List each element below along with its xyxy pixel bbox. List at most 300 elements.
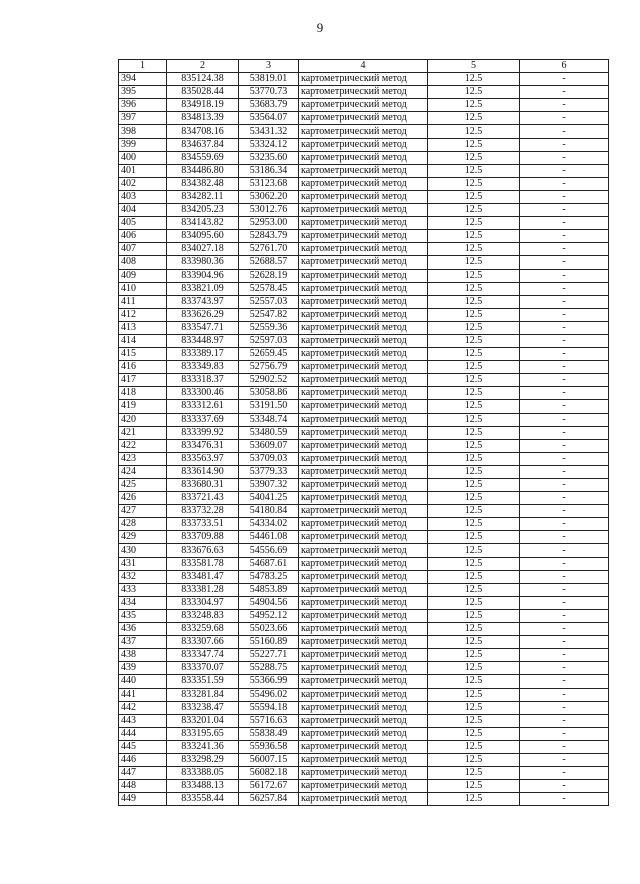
method-cell: картометрический метод: [299, 217, 428, 230]
accuracy-cell: 12.5: [428, 138, 520, 151]
description-cell: -: [520, 544, 609, 557]
accuracy-cell: 12.5: [428, 164, 520, 177]
description-cell: -: [520, 767, 609, 780]
table-row: [119, 714, 609, 727]
x-coordinate-cell: 834027.18: [167, 243, 239, 256]
table-row: [119, 334, 609, 347]
description-cell: -: [520, 334, 609, 347]
y-coordinate-cell: 52597.03: [239, 334, 299, 347]
column-header: 5: [428, 60, 520, 73]
table-row: [119, 308, 609, 321]
method-cell: картометрический метод: [299, 73, 428, 86]
method-cell: картометрический метод: [299, 387, 428, 400]
method-cell: картометрический метод: [299, 465, 428, 478]
x-coordinate-cell: 834918.19: [167, 99, 239, 112]
table-row: [119, 727, 609, 740]
accuracy-cell: 12.5: [428, 308, 520, 321]
method-cell: картометрический метод: [299, 374, 428, 387]
x-coordinate-cell: 833241.36: [167, 740, 239, 753]
point-number-cell: 427: [119, 505, 167, 518]
description-cell: -: [520, 753, 609, 766]
description-cell: -: [520, 793, 609, 806]
table-row: [119, 321, 609, 334]
method-cell: картометрический метод: [299, 492, 428, 505]
accuracy-cell: 12.5: [428, 413, 520, 426]
x-coordinate-cell: 833563.97: [167, 452, 239, 465]
x-coordinate-cell: 833300.46: [167, 387, 239, 400]
table-row: [119, 256, 609, 269]
y-coordinate-cell: 53123.68: [239, 177, 299, 190]
table-row: [119, 544, 609, 557]
y-coordinate-cell: 56172.67: [239, 780, 299, 793]
x-coordinate-cell: 835124.38: [167, 73, 239, 86]
description-cell: -: [520, 243, 609, 256]
accuracy-cell: 12.5: [428, 649, 520, 662]
point-number-cell: 411: [119, 295, 167, 308]
y-coordinate-cell: 55838.49: [239, 727, 299, 740]
x-coordinate-cell: 833980.36: [167, 256, 239, 269]
point-number-cell: 410: [119, 282, 167, 295]
table-row: [119, 204, 609, 217]
column-header: 1: [119, 60, 167, 73]
table-row: [119, 295, 609, 308]
x-coordinate-cell: 833201.04: [167, 714, 239, 727]
method-cell: картометрический метод: [299, 426, 428, 439]
y-coordinate-cell: 53683.79: [239, 99, 299, 112]
method-cell: картометрический метод: [299, 308, 428, 321]
point-number-cell: 433: [119, 583, 167, 596]
description-cell: -: [520, 387, 609, 400]
method-cell: картометрический метод: [299, 230, 428, 243]
method-cell: картометрический метод: [299, 439, 428, 452]
y-coordinate-cell: 54853.89: [239, 583, 299, 596]
accuracy-cell: 12.5: [428, 112, 520, 125]
y-coordinate-cell: 55227.71: [239, 649, 299, 662]
description-cell: -: [520, 138, 609, 151]
point-number-cell: 402: [119, 177, 167, 190]
accuracy-cell: 12.5: [428, 465, 520, 478]
x-coordinate-cell: 834095.60: [167, 230, 239, 243]
accuracy-cell: 12.5: [428, 125, 520, 138]
y-coordinate-cell: 56007.15: [239, 753, 299, 766]
table-row: [119, 518, 609, 531]
point-number-cell: 417: [119, 374, 167, 387]
accuracy-cell: 12.5: [428, 479, 520, 492]
point-number-cell: 394: [119, 73, 167, 86]
y-coordinate-cell: 53062.20: [239, 190, 299, 203]
accuracy-cell: 12.5: [428, 190, 520, 203]
method-cell: картометрический метод: [299, 282, 428, 295]
point-number-cell: 401: [119, 164, 167, 177]
x-coordinate-cell: 833318.37: [167, 374, 239, 387]
point-number-cell: 403: [119, 190, 167, 203]
point-number-cell: 420: [119, 413, 167, 426]
x-coordinate-cell: 833337.69: [167, 413, 239, 426]
y-coordinate-cell: 53012.76: [239, 204, 299, 217]
table-row: [119, 636, 609, 649]
x-coordinate-cell: 833304.97: [167, 596, 239, 609]
table-row: [119, 190, 609, 203]
x-coordinate-cell: 834559.69: [167, 151, 239, 164]
method-cell: картометрический метод: [299, 269, 428, 282]
description-cell: -: [520, 609, 609, 622]
method-cell: картометрический метод: [299, 557, 428, 570]
method-cell: картометрический метод: [299, 780, 428, 793]
accuracy-cell: 12.5: [428, 675, 520, 688]
point-number-cell: 406: [119, 230, 167, 243]
description-cell: -: [520, 177, 609, 190]
accuracy-cell: 12.5: [428, 217, 520, 230]
accuracy-cell: 12.5: [428, 230, 520, 243]
accuracy-cell: 12.5: [428, 452, 520, 465]
y-coordinate-cell: 52557.03: [239, 295, 299, 308]
accuracy-cell: 12.5: [428, 73, 520, 86]
point-number-cell: 437: [119, 636, 167, 649]
description-cell: -: [520, 99, 609, 112]
accuracy-cell: 12.5: [428, 505, 520, 518]
coordinates-table: [118, 59, 609, 806]
point-number-cell: 404: [119, 204, 167, 217]
description-cell: -: [520, 217, 609, 230]
description-cell: -: [520, 256, 609, 269]
accuracy-cell: 12.5: [428, 688, 520, 701]
method-cell: картометрический метод: [299, 321, 428, 334]
method-cell: картометрический метод: [299, 727, 428, 740]
method-cell: картометрический метод: [299, 662, 428, 675]
method-cell: картометрический метод: [299, 348, 428, 361]
description-cell: -: [520, 151, 609, 164]
point-number-cell: 423: [119, 452, 167, 465]
x-coordinate-cell: 833614.90: [167, 465, 239, 478]
y-coordinate-cell: 56082.18: [239, 767, 299, 780]
description-cell: -: [520, 426, 609, 439]
point-number-cell: 422: [119, 439, 167, 452]
x-coordinate-cell: 833680.31: [167, 479, 239, 492]
accuracy-cell: 12.5: [428, 609, 520, 622]
x-coordinate-cell: 833312.61: [167, 400, 239, 413]
table-body: [119, 73, 609, 806]
point-number-cell: 413: [119, 321, 167, 334]
accuracy-cell: 12.5: [428, 256, 520, 269]
accuracy-cell: 12.5: [428, 348, 520, 361]
y-coordinate-cell: 52902.52: [239, 374, 299, 387]
table-row: [119, 400, 609, 413]
x-coordinate-cell: 833558.44: [167, 793, 239, 806]
accuracy-cell: 12.5: [428, 334, 520, 347]
description-cell: -: [520, 452, 609, 465]
accuracy-cell: 12.5: [428, 570, 520, 583]
point-number-cell: 395: [119, 86, 167, 99]
x-coordinate-cell: 833259.68: [167, 623, 239, 636]
point-number-cell: 434: [119, 596, 167, 609]
point-number-cell: 399: [119, 138, 167, 151]
table-row: [119, 99, 609, 112]
x-coordinate-cell: 833821.09: [167, 282, 239, 295]
accuracy-cell: 12.5: [428, 780, 520, 793]
table-row: [119, 623, 609, 636]
x-coordinate-cell: 833547.71: [167, 321, 239, 334]
description-cell: -: [520, 505, 609, 518]
y-coordinate-cell: 53324.12: [239, 138, 299, 151]
method-cell: картометрический метод: [299, 204, 428, 217]
description-cell: -: [520, 321, 609, 334]
table-row: [119, 675, 609, 688]
x-coordinate-cell: 833676.63: [167, 544, 239, 557]
point-number-cell: 396: [119, 99, 167, 112]
description-cell: -: [520, 86, 609, 99]
accuracy-cell: 12.5: [428, 321, 520, 334]
point-number-cell: 448: [119, 780, 167, 793]
accuracy-cell: 12.5: [428, 86, 520, 99]
y-coordinate-cell: 53564.07: [239, 112, 299, 125]
x-coordinate-cell: 834205.23: [167, 204, 239, 217]
description-cell: -: [520, 596, 609, 609]
point-number-cell: 424: [119, 465, 167, 478]
method-cell: картометрический метод: [299, 452, 428, 465]
accuracy-cell: 12.5: [428, 701, 520, 714]
table-row: [119, 177, 609, 190]
point-number-cell: 414: [119, 334, 167, 347]
description-cell: -: [520, 204, 609, 217]
method-cell: картометрический метод: [299, 518, 428, 531]
accuracy-cell: 12.5: [428, 99, 520, 112]
point-number-cell: 449: [119, 793, 167, 806]
table-row: [119, 217, 609, 230]
table-row: [119, 112, 609, 125]
table-row: [119, 583, 609, 596]
table-row: [119, 426, 609, 439]
table-row: [119, 348, 609, 361]
y-coordinate-cell: 55288.75: [239, 662, 299, 675]
accuracy-cell: 12.5: [428, 151, 520, 164]
point-number-cell: 435: [119, 609, 167, 622]
point-number-cell: 421: [119, 426, 167, 439]
table-row: [119, 73, 609, 86]
y-coordinate-cell: 53709.03: [239, 452, 299, 465]
description-cell: -: [520, 780, 609, 793]
table-row: [119, 740, 609, 753]
accuracy-cell: 12.5: [428, 361, 520, 374]
accuracy-cell: 12.5: [428, 374, 520, 387]
table-row: [119, 767, 609, 780]
method-cell: картометрический метод: [299, 675, 428, 688]
description-cell: -: [520, 557, 609, 570]
point-number-cell: 439: [119, 662, 167, 675]
point-number-cell: 418: [119, 387, 167, 400]
column-header: 4: [299, 60, 428, 73]
method-cell: картометрический метод: [299, 138, 428, 151]
accuracy-cell: 12.5: [428, 204, 520, 217]
accuracy-cell: 12.5: [428, 662, 520, 675]
y-coordinate-cell: 52559.36: [239, 321, 299, 334]
accuracy-cell: 12.5: [428, 714, 520, 727]
method-cell: картометрический метод: [299, 151, 428, 164]
x-coordinate-cell: 833743.97: [167, 295, 239, 308]
accuracy-cell: 12.5: [428, 439, 520, 452]
table-row: [119, 688, 609, 701]
description-cell: -: [520, 295, 609, 308]
point-number-cell: 443: [119, 714, 167, 727]
y-coordinate-cell: 52953.00: [239, 217, 299, 230]
x-coordinate-cell: 834813.39: [167, 112, 239, 125]
table-header-row: [119, 60, 609, 73]
method-cell: картометрический метод: [299, 688, 428, 701]
description-cell: -: [520, 727, 609, 740]
description-cell: -: [520, 479, 609, 492]
description-cell: -: [520, 636, 609, 649]
y-coordinate-cell: 53348.74: [239, 413, 299, 426]
column-header: 2: [167, 60, 239, 73]
y-coordinate-cell: 52628.19: [239, 269, 299, 282]
accuracy-cell: 12.5: [428, 557, 520, 570]
page-number: 9: [316, 20, 324, 35]
y-coordinate-cell: 52547.82: [239, 308, 299, 321]
x-coordinate-cell: 833732.28: [167, 505, 239, 518]
accuracy-cell: 12.5: [428, 426, 520, 439]
x-coordinate-cell: 833349.83: [167, 361, 239, 374]
description-cell: -: [520, 688, 609, 701]
x-coordinate-cell: 833370.07: [167, 662, 239, 675]
table-row: [119, 125, 609, 138]
y-coordinate-cell: 54904.56: [239, 596, 299, 609]
description-cell: -: [520, 230, 609, 243]
y-coordinate-cell: 53058.86: [239, 387, 299, 400]
point-number-cell: 440: [119, 675, 167, 688]
x-coordinate-cell: 833351.59: [167, 675, 239, 688]
accuracy-cell: 12.5: [428, 636, 520, 649]
y-coordinate-cell: 52688.57: [239, 256, 299, 269]
method-cell: картометрический метод: [299, 243, 428, 256]
accuracy-cell: 12.5: [428, 531, 520, 544]
table-row: [119, 557, 609, 570]
y-coordinate-cell: 54041.25: [239, 492, 299, 505]
accuracy-cell: 12.5: [428, 623, 520, 636]
table-row: [119, 662, 609, 675]
x-coordinate-cell: 833448.97: [167, 334, 239, 347]
table-row: [119, 269, 609, 282]
method-cell: картометрический метод: [299, 112, 428, 125]
y-coordinate-cell: 53907.32: [239, 479, 299, 492]
point-number-cell: 430: [119, 544, 167, 557]
method-cell: картометрический метод: [299, 753, 428, 766]
point-number-cell: 415: [119, 348, 167, 361]
table-row: [119, 439, 609, 452]
description-cell: -: [520, 164, 609, 177]
method-cell: картометрический метод: [299, 99, 428, 112]
x-coordinate-cell: 833248.83: [167, 609, 239, 622]
description-cell: -: [520, 112, 609, 125]
x-coordinate-cell: 833347.74: [167, 649, 239, 662]
method-cell: картометрический метод: [299, 361, 428, 374]
table-row: [119, 609, 609, 622]
description-cell: -: [520, 623, 609, 636]
method-cell: картометрический метод: [299, 531, 428, 544]
y-coordinate-cell: 56257.84: [239, 793, 299, 806]
point-number-cell: 409: [119, 269, 167, 282]
accuracy-cell: 12.5: [428, 596, 520, 609]
point-number-cell: 431: [119, 557, 167, 570]
method-cell: картометрический метод: [299, 256, 428, 269]
x-coordinate-cell: 833195.65: [167, 727, 239, 740]
accuracy-cell: 12.5: [428, 740, 520, 753]
method-cell: картометрический метод: [299, 714, 428, 727]
x-coordinate-cell: 833238.47: [167, 701, 239, 714]
table-row: [119, 387, 609, 400]
description-cell: -: [520, 269, 609, 282]
column-header: 6: [520, 60, 609, 73]
point-number-cell: 425: [119, 479, 167, 492]
point-number-cell: 416: [119, 361, 167, 374]
y-coordinate-cell: 52659.45: [239, 348, 299, 361]
table-row: [119, 780, 609, 793]
y-coordinate-cell: 52761.70: [239, 243, 299, 256]
x-coordinate-cell: 833399.92: [167, 426, 239, 439]
description-cell: -: [520, 361, 609, 374]
description-cell: -: [520, 518, 609, 531]
point-number-cell: 442: [119, 701, 167, 714]
point-number-cell: 441: [119, 688, 167, 701]
y-coordinate-cell: 52578.45: [239, 282, 299, 295]
y-coordinate-cell: 54461.08: [239, 531, 299, 544]
table-row: [119, 164, 609, 177]
x-coordinate-cell: 835028.44: [167, 86, 239, 99]
x-coordinate-cell: 833381.28: [167, 583, 239, 596]
y-coordinate-cell: 54952.12: [239, 609, 299, 622]
description-cell: -: [520, 413, 609, 426]
method-cell: картометрический метод: [299, 295, 428, 308]
point-number-cell: 446: [119, 753, 167, 766]
point-number-cell: 426: [119, 492, 167, 505]
y-coordinate-cell: 55716.63: [239, 714, 299, 727]
point-number-cell: 407: [119, 243, 167, 256]
description-cell: -: [520, 492, 609, 505]
y-coordinate-cell: 54556.69: [239, 544, 299, 557]
accuracy-cell: 12.5: [428, 177, 520, 190]
table-row: [119, 479, 609, 492]
accuracy-cell: 12.5: [428, 727, 520, 740]
x-coordinate-cell: 834708.16: [167, 125, 239, 138]
description-cell: -: [520, 531, 609, 544]
method-cell: картометрический метод: [299, 400, 428, 413]
description-cell: -: [520, 714, 609, 727]
table-row: [119, 361, 609, 374]
x-coordinate-cell: 833721.43: [167, 492, 239, 505]
method-cell: картометрический метод: [299, 609, 428, 622]
description-cell: -: [520, 439, 609, 452]
table-row: [119, 492, 609, 505]
table-row: [119, 151, 609, 164]
y-coordinate-cell: 53819.01: [239, 73, 299, 86]
description-cell: -: [520, 308, 609, 321]
x-coordinate-cell: 834382.48: [167, 177, 239, 190]
table-row: [119, 596, 609, 609]
y-coordinate-cell: 55366.99: [239, 675, 299, 688]
description-cell: -: [520, 125, 609, 138]
table-row: [119, 452, 609, 465]
table-row: [119, 282, 609, 295]
point-number-cell: 447: [119, 767, 167, 780]
description-cell: -: [520, 400, 609, 413]
x-coordinate-cell: 833709.88: [167, 531, 239, 544]
description-cell: -: [520, 190, 609, 203]
table-row: [119, 753, 609, 766]
accuracy-cell: 12.5: [428, 518, 520, 531]
y-coordinate-cell: 53779.33: [239, 465, 299, 478]
accuracy-cell: 12.5: [428, 767, 520, 780]
y-coordinate-cell: 55594.18: [239, 701, 299, 714]
method-cell: картометрический метод: [299, 86, 428, 99]
x-coordinate-cell: 833298.29: [167, 753, 239, 766]
